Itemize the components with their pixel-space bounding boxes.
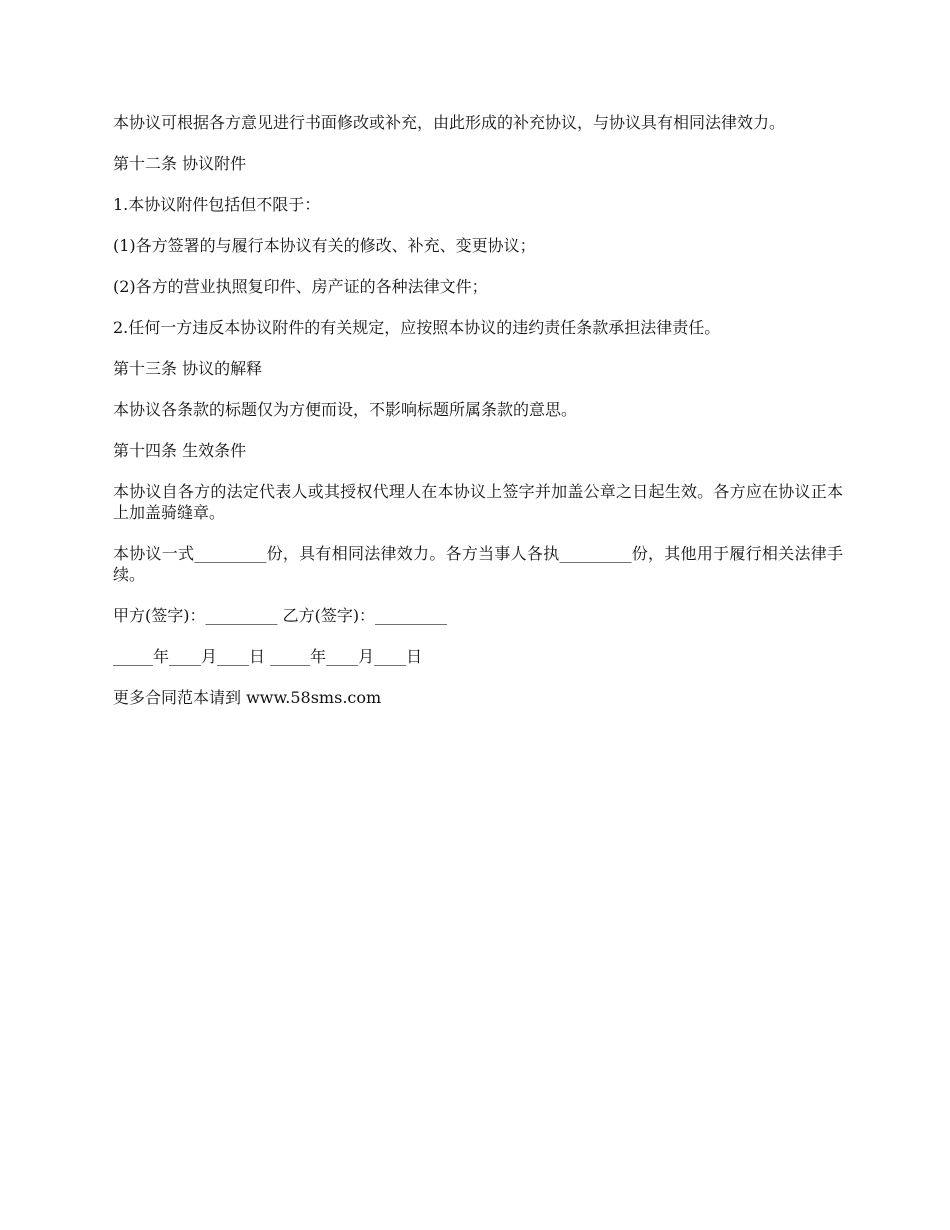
signature-line: 甲方(签字)：_________ 乙方(签字)：_________ — [113, 606, 448, 625]
paragraph-effective-condition: 本协议自各方的法定代表人或其授权代理人在本协议上签字并加盖公章之日起生效。各方应在协议正本上加盖骑缝章。 — [113, 482, 843, 522]
paragraph-annex-breach: 2.任何一方违反本协议附件的有关规定，应按照本协议的违约责任条款承担法律责任。 — [113, 318, 721, 337]
date-line: _____年____月____日 _____年____月____日 — [113, 647, 423, 666]
paragraph-copies: 本协议一式_________份，具有相同法律效力。各方当事人各执_________份，其他用于履行相关法律手续。 — [113, 544, 843, 584]
paragraph-annex-item-2: (2)各方的营业执照复印件、房产证的各种法律文件； — [113, 277, 488, 296]
paragraph-annex-scope: 1.本协议附件包括但不限于： — [113, 195, 321, 214]
heading-article-14: 第十四条 生效条件 — [113, 441, 247, 460]
heading-article-12: 第十二条 协议附件 — [113, 154, 247, 173]
paragraph-interpretation: 本协议各条款的标题仅为方便而设，不影响标题所属条款的意思。 — [113, 400, 578, 419]
footer-link-text: 更多合同范本请到 www.58sms.com — [113, 688, 382, 707]
document-body — [113, 112, 843, 728]
heading-article-13: 第十三条 协议的解释 — [113, 359, 263, 378]
paragraph-annex-item-1: (1)各方签署的与履行本协议有关的修改、补充、变更协议； — [113, 236, 536, 255]
paragraph-supplement-clause: 本协议可根据各方意见进行书面修改或补充，由此形成的补充协议，与协议具有相同法律效力。 — [113, 113, 786, 132]
